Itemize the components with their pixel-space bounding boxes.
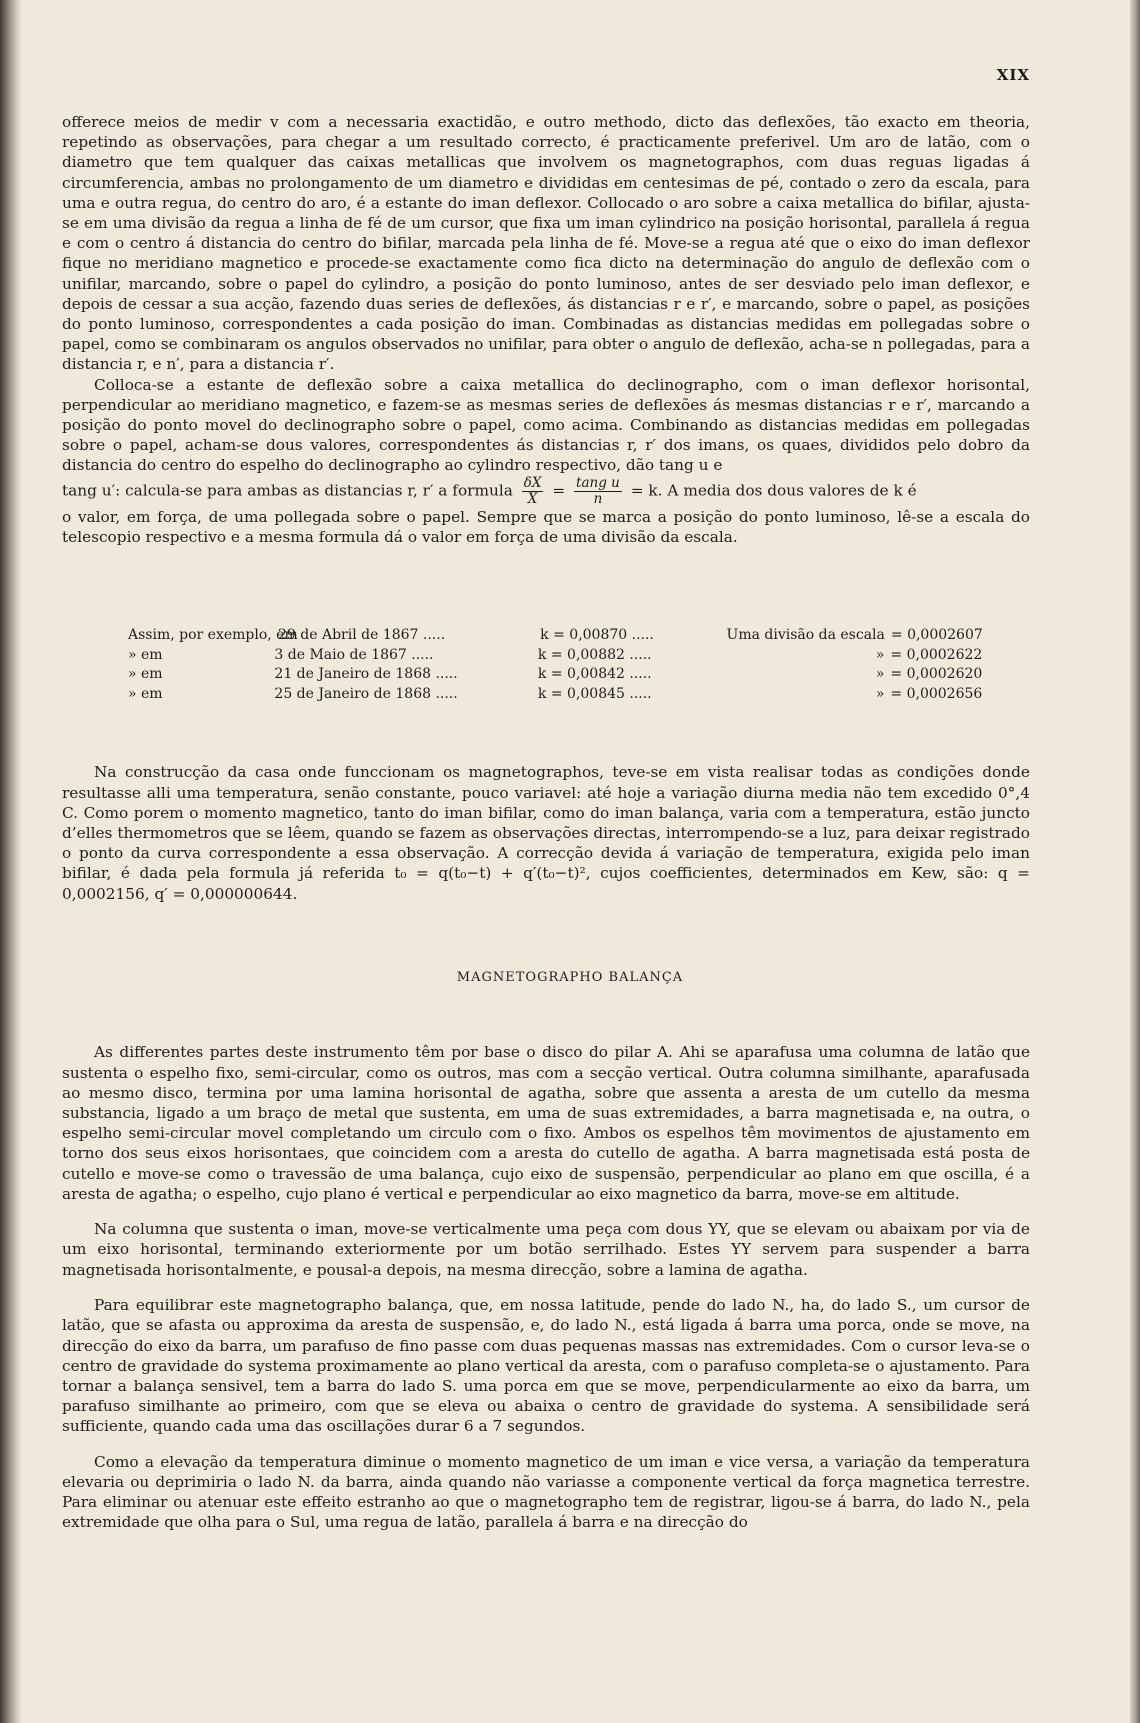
- section-heading: MAGNETOGRAPHO BALANÇA: [456, 970, 684, 985]
- example-lead: » em: [128, 685, 163, 702]
- formula-lead: tang u′: calcula-se para ambas as distancias r, r′ a formula: [62, 481, 513, 500]
- example-scale-value: = 0,0002656: [890, 685, 983, 702]
- fraction-denominator: X: [527, 490, 538, 507]
- example-lead: » em: [128, 666, 163, 682]
- example-scale-value: = 0,0002620: [890, 666, 983, 682]
- example-row: [128, 665, 988, 685]
- equals-sign: =: [552, 481, 566, 500]
- example-k-value: k = 0,00845 .....: [537, 685, 652, 702]
- examples-table: [128, 626, 988, 704]
- example-k-value: k = 0,00870 .....: [540, 627, 654, 643]
- example-unit: »: [875, 646, 885, 663]
- example-k-value: k = 0,00882 .....: [537, 646, 652, 663]
- example-date: 25 de Janeiro de 1868 .....: [274, 685, 458, 702]
- paragraph-deflexion-method: offerece meios de medir v com a necessaria exactidão, e outro methodo, dicto das deflexões, tão exacto em theoria, repetindo as observações, para chegar a um resultado correcto, é practicamente preferivel. Um aro de latão, com o diametro que tem qualquer das caixas metallicas que involvem os magnetographos, com duas reguas ligadas á circumferencia, ambas no prolongamento de um diametro e divididas em centesimas de pé, contado o zero da escala, para uma e outra regua, do centro do aro, é a estante do iman deflexor. Collocado o aro sobre a caixa metallica do bifilar, ajusta-se em uma divisão da regua a linha de fé de um cursor, que fixa um iman cylindrico na posição horisontal, parallela á regua e com o centro á distancia do centro do bifilar, marcada pela linha de fé. Move-se a regua até que o eixo do iman deflexor fique no meridiano magnetico e procede-se exactamente como fica dicto na determinação do angulo de deflexão com o unifilar, marcando, sobre o papel do cylindro, a posição do ponto luminoso, antes de ser desviado pelo iman deflexor, e depois de cessar a sua acção, fazendo duas series de deflexões, ás distancias r e r′, e marcando, sobre o papel, as posições do ponto luminoso, correspondentes a cada posição do iman. Combinadas as distancias medidas em pollegadas sobre o papel, como se combinaram os angulos observados no unifilar, para obter o angulo de deflexão, acha-se n pollegadas, para a distancia r, e n′, para a distancia r′.: [62, 113, 1030, 374]
- fraction-delta-x: [522, 476, 544, 507]
- paragraph-declinographo: Colloca-se a estante de deflexão sobre a caixa metallica do declinographo, com o iman deflexor horisontal, perpendicular ao meridiano magnetico, e fazem-se as mesmas series de deflexões ás mesmas distancias r e r′, marcando a posição do ponto movel do declinographo sobre o papel, como acima. Combinando as distancias medidas em pollegadas sobre o papel, acham-se dous valores, correspondentes ás distancias r, r′ dos imans, os quaes, divididos pelo dobro da distancia do centro do espelho do declinographo ao cylindro respectivo, dão tang u e: [62, 375, 1030, 475]
- paragraph-equilibrium: Para equilibrar este magnetographo balança, que, em nossa latitude, pende do lado N., ha, do lado S., um cursor de latão, que se afasta ou approxima da aresta de suspensão, e, do lado N., está ligada á barra uma porca, onde se move, na direcção do eixo da barra, um parafuso de fino passe com duas pequenas massas nas extremidades. Com o cursor leva-se o centro de gravidade do systema proximamente ao plano vertical da aresta, com o parafuso completa-se o ajustamento. Para tornar a balança sensivel, tem a barra do lado S. uma porca em que se move, perpendicularmente ao eixo da barra, um parafuso similhante ao primeiro, com que se eleva ou abaixa o centro de gravidade do systema. A sensibilidade será sufficiente, quando cada uma das oscillações durar 6 a 7 segundos.: [62, 1296, 1030, 1436]
- example-row: [128, 685, 988, 705]
- page-right-edge: [1130, 0, 1140, 1723]
- text-block-construction: [62, 747, 1030, 919]
- example-scale-value: = 0,0002607: [890, 627, 983, 643]
- paragraph-yy-supports: Na columna que sustenta o iman, move-se verticalmente uma peça com dous YY, que se elevam ou abaixam por via de um eixo horisontal, terminando exteriormente por um botão serrilhado. Estes YY servem para suspender a barra magnetisada horisontalmente, e pousal-a depois, na mesma direcção, sobre a lamina de agatha.: [62, 1220, 1030, 1279]
- example-date: 21 de Janeiro de 1868 .....: [274, 666, 458, 682]
- formula-tail: A media dos dous valores de k é: [667, 481, 917, 500]
- fraction-numerator: δX: [523, 474, 542, 491]
- example-lead: Assim, por exemplo, em: [128, 627, 298, 643]
- page-number: XIX: [996, 66, 1030, 84]
- fraction-tang-u: [574, 476, 622, 507]
- paragraph-value-per-inch: o valor, em força, de uma pollegada sobre o papel. Sempre que se marca a posição do ponto luminoso, lê-se a escala do telescopio respectivo e a mesma formula dá o valor em força de uma divisão da escala.: [62, 507, 1030, 546]
- example-lead: » em: [128, 646, 163, 663]
- formula-line: [62, 476, 1030, 507]
- example-unit: »: [875, 685, 885, 702]
- example-row: [128, 626, 988, 646]
- example-scale-value: = 0,0002622: [890, 646, 983, 663]
- example-date: 3 de Maio de 1867 .....: [274, 646, 434, 663]
- equals-k: = k.: [630, 481, 663, 500]
- example-date: 29 de Abril de 1867 .....: [278, 627, 446, 643]
- paragraph-construction: Na construcção da casa onde funccionam os magnetographos, teve-se em vista realisar todas as condições donde resultasse alli uma temperatura, senão constante, pouco variavel: até hoje a variação diurna media não tem excedido 0°,4 C. Como porem o momento magnetico, tanto do iman bifilar, como do iman balança, varia com a temperatura, estão juncto d’elles thermometros que se lêem, quando se fazem as observações directas, interrompendo-se a luz, para deixar registrado o ponto da curva correspondente a essa observação. A correcção devida á variação de temperatura, exigida pelo iman bifilar, é dada pela formula já referida t₀ = q(t₀−t) + q′(t₀−t)², cujos coefficientes, determinados em Kew, são: q = 0,0002156, q′ = 0,000000644.: [62, 763, 1030, 903]
- example-unit: Uma divisão da escala: [726, 627, 885, 643]
- example-unit: »: [875, 666, 885, 682]
- example-k-value: k = 0,00842 .....: [537, 666, 652, 682]
- fraction-denominator: n: [593, 490, 603, 507]
- paragraph-instrument-parts: As differentes partes deste instrumento têm por base o disco do pilar A. Ahi se aparafusa uma columna de latão que sustenta o espelho fixo, semi-circular, como os outros, mas com a secção vertical. Outra columna similhante, aparafusada ao mesmo disco, termina por uma lamina horisontal de agatha, sobre que assenta a aresta de um cutello da mesma substancia, ligado a um braço de metal que sustenta, em uma de suas extremidades, a barra magnetisada e, na outra, o espelho semi-circular movel completando um circulo com o fixo. Ambos os espelhos têm movimentos de ajustamento em torno dos seus eixos horisontaes, que coincidem com a aresta do cutello de agatha. A barra magnetisada está posta de cutello e move-se como o travessão de uma balança, cujo eixo de suspensão, perpendicular ao plano em que oscilla, é a aresta de agatha; o espelho, cujo plano é vertical e perpendicular ao eixo magnetico da barra, move-se em altitude.: [62, 1043, 1030, 1203]
- text-block-deflexion: [62, 112, 1030, 547]
- fraction-numerator: tang u: [576, 474, 620, 491]
- example-row: [128, 646, 988, 666]
- page-gutter-shadow: [0, 0, 22, 1723]
- paragraph-temperature: Como a elevação da temperatura diminue o momento magnetico de um iman e vice versa, a variação da temperatura elevaria ou deprimiria o lado N. da barra, ainda quando não variasse a componente vertical da força magnetica terrestre. Para eliminar ou atenuar este effeito estranho ao que o magnetographo tem de registrar, ligou-se á barra, do lado N., pela extremidade que olha para o Sul, uma regua de latão, parallela á barra e na direcção do: [62, 1452, 1030, 1532]
- text-block-balanca: [62, 1027, 1030, 1548]
